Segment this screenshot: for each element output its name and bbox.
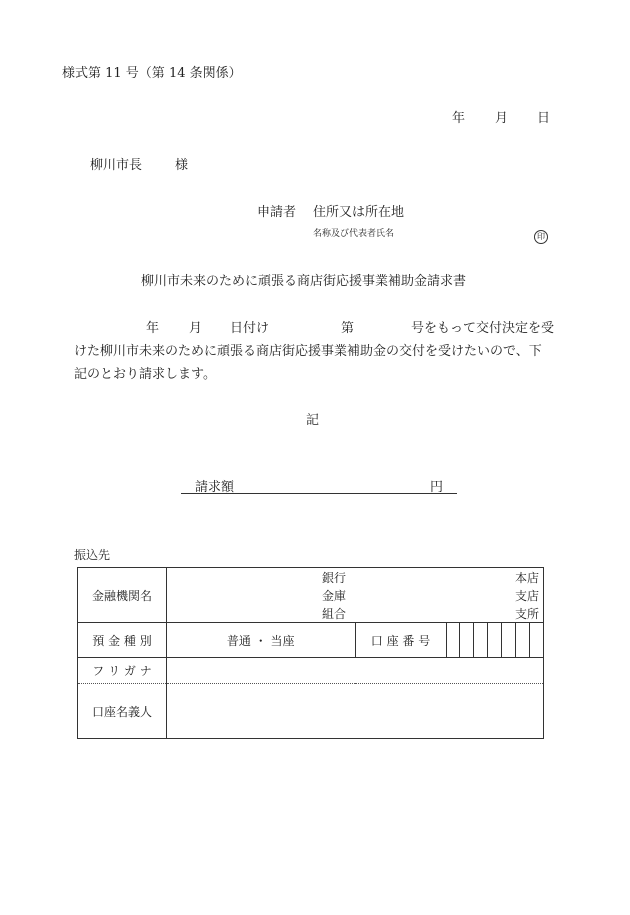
bank-label: 金融機関名 bbox=[78, 568, 167, 623]
date-year: 年 bbox=[452, 111, 466, 126]
seal-icon: 印 bbox=[534, 224, 548, 244]
bank-name-cell[interactable] bbox=[167, 568, 544, 623]
claim-unit: 円 bbox=[430, 480, 444, 495]
ki-mark: 記 bbox=[306, 413, 320, 428]
document-title: 柳川市未来のために頑張る商店街応援事業補助金請求書 bbox=[141, 274, 467, 289]
account-number-cell bbox=[355, 623, 544, 658]
claim-label: 請求額 bbox=[195, 480, 235, 495]
body-line3: 記のとおり請求します。 bbox=[74, 367, 216, 382]
digit-box[interactable] bbox=[501, 623, 515, 657]
holder-field[interactable] bbox=[167, 684, 544, 739]
addressee-name: 柳川市長 bbox=[90, 158, 143, 173]
applicant-name-label: 名称及び代表者氏名 bbox=[313, 229, 395, 239]
body-dated: 日付け bbox=[230, 321, 270, 336]
transfer-table bbox=[77, 567, 544, 739]
body-number-prefix: 第 bbox=[341, 321, 355, 336]
date-day: 日 bbox=[537, 111, 551, 126]
form-number: 様式第 11 号（第 14 条関係） bbox=[62, 66, 242, 81]
branch-types: 本店 支店 支所 bbox=[514, 571, 539, 621]
transfer-heading: 振込先 bbox=[74, 548, 111, 562]
body-year: 年 bbox=[146, 321, 160, 336]
furigana-row bbox=[78, 658, 544, 684]
applicant-address-label: 住所又は所在地 bbox=[313, 205, 405, 220]
digit-box[interactable] bbox=[515, 623, 529, 657]
account-type-label: 預 金 種 別 bbox=[78, 623, 167, 658]
holder-row bbox=[78, 684, 544, 739]
digit-box[interactable] bbox=[473, 623, 487, 657]
account-number-label: 口 座 番 号 bbox=[370, 633, 431, 648]
account-number-boxes[interactable] bbox=[446, 623, 544, 657]
digit-box[interactable] bbox=[446, 623, 460, 657]
addressee-honorific: 様 bbox=[175, 158, 189, 173]
digit-box[interactable] bbox=[529, 623, 543, 657]
digit-box[interactable] bbox=[459, 623, 473, 657]
body-line2: けた柳川市未来のために頑張る商店街応援事業補助金の交付を受けたいので、下 bbox=[74, 344, 542, 359]
furigana-label: フ リ ガ ナ bbox=[78, 658, 167, 684]
digit-box[interactable] bbox=[487, 623, 501, 657]
furigana-field[interactable] bbox=[167, 658, 544, 684]
holder-label: 口座名義人 bbox=[78, 684, 167, 739]
date-month: 月 bbox=[495, 111, 509, 126]
bank-row bbox=[78, 568, 544, 623]
body-line1-tail: 号をもって交付決定を受 bbox=[411, 321, 555, 336]
applicant-label: 申請者 bbox=[257, 205, 297, 220]
body-month: 月 bbox=[189, 321, 203, 336]
bank-types: 銀行 金庫 組合 bbox=[322, 571, 347, 621]
claim-amount-line bbox=[181, 476, 457, 494]
account-type-row bbox=[78, 623, 544, 658]
account-type-options[interactable]: 普通 ・ 当座 bbox=[167, 623, 356, 658]
